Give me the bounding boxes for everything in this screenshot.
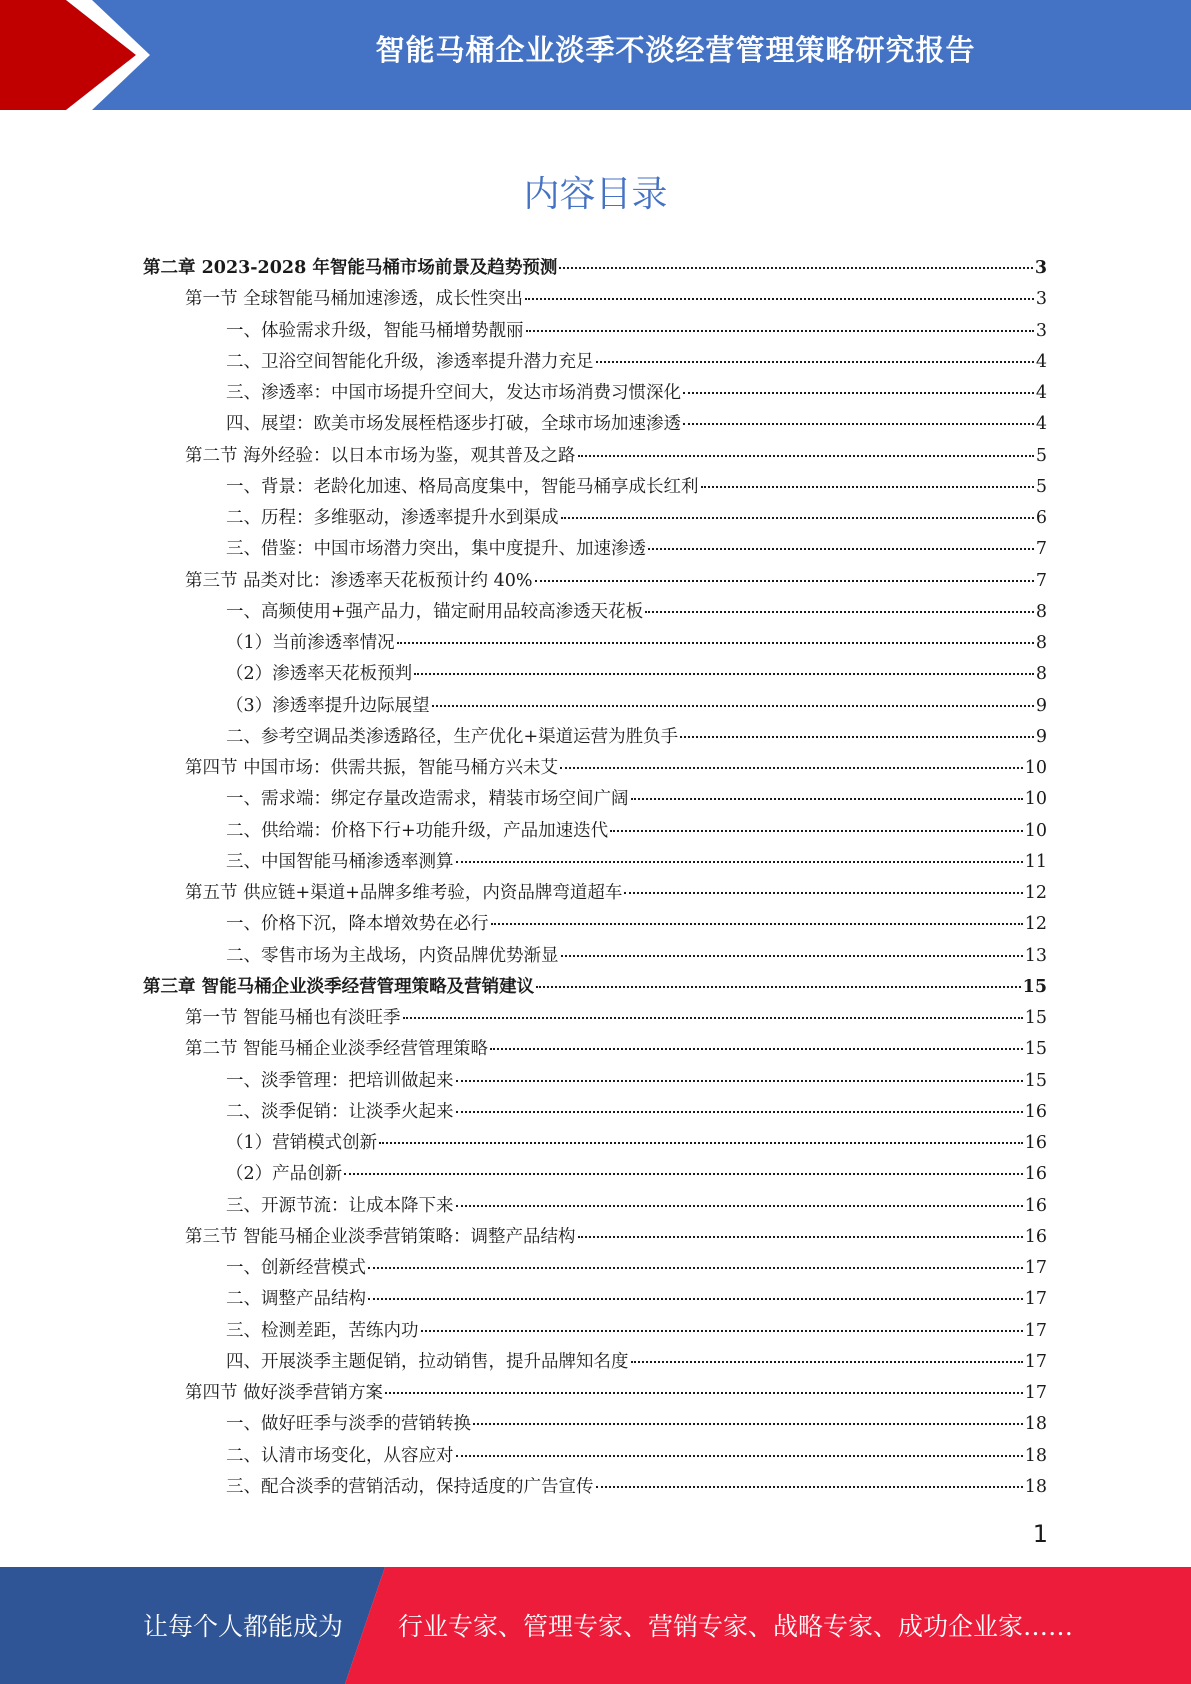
toc-entry-page: 17 xyxy=(1024,1258,1047,1278)
toc-entry-label: 二、供给端：价格下行+功能升级，产品加速迭代 xyxy=(226,820,609,841)
page-header xyxy=(0,0,1191,110)
toc-entry-page: 12 xyxy=(1024,883,1047,903)
toc-dot-leader xyxy=(368,1266,1023,1269)
toc-entry-label: 三、开源节流：让成本降下来 xyxy=(226,1195,454,1216)
toc-entry-page: 18 xyxy=(1024,1445,1047,1466)
toc-entry[interactable] xyxy=(143,441,1047,472)
toc-entry-page: 8 xyxy=(1035,601,1047,622)
toc-entry[interactable] xyxy=(143,784,1047,815)
toc-entry[interactable] xyxy=(143,722,1047,753)
toc-entry-page: 5 xyxy=(1035,476,1047,497)
toc-entry-label: 二、参考空调品类渗透路径，生产优化+渠道运营为胜负手 xyxy=(226,726,679,747)
toc-entry-label: 第一节 全球智能马桶加速渗透，成长性突出 xyxy=(185,289,524,310)
toc-entry-label: 二、历程：多维驱动，渗透率提升水到渠成 xyxy=(226,508,559,528)
toc-entry-page: 7 xyxy=(1035,539,1047,560)
toc-entry[interactable] xyxy=(143,1441,1047,1472)
toc-entry[interactable] xyxy=(143,1347,1047,1378)
toc-entry-page: 16 xyxy=(1024,1164,1047,1185)
toc-entry[interactable] xyxy=(143,1128,1047,1159)
page-number: 1 xyxy=(1032,1520,1048,1548)
toc-entry-page: 3 xyxy=(1034,258,1047,278)
toc-entry-label: 第二节 智能马桶企业淡季经营管理策略 xyxy=(185,1039,489,1060)
toc-entry-label: 第四节 做好淡季营销方案 xyxy=(185,1383,384,1403)
toc-dot-leader xyxy=(525,297,1034,300)
toc-entry-page: 8 xyxy=(1035,633,1047,653)
toc-entry-page: 4 xyxy=(1035,351,1047,372)
toc-entry-label: 三、渗透率：中国市场提升空间大，发达市场消费习惯深化 xyxy=(226,383,681,403)
toc-entry[interactable] xyxy=(143,1097,1047,1128)
toc-entry[interactable] xyxy=(143,1191,1047,1222)
footer-slogan-right: 行业专家、管理专家、营销专家、战略专家、成功企业家…… xyxy=(398,1612,1074,1641)
report-title: 智能马桶企业淡季不淡经营管理策略研究报告 xyxy=(375,33,976,67)
toc-entry-page: 3 xyxy=(1035,320,1047,341)
toc-dot-leader xyxy=(560,766,1023,769)
toc-dot-leader xyxy=(648,547,1034,550)
toc-entry-label: 一、淡季管理：把培训做起来 xyxy=(226,1070,454,1091)
toc-entry-page: 10 xyxy=(1024,820,1047,841)
toc-dot-leader xyxy=(631,797,1023,800)
toc-entry[interactable] xyxy=(143,1409,1047,1440)
toc-entry-page: 15 xyxy=(1024,1039,1047,1060)
toc-entry-page: 4 xyxy=(1035,383,1047,403)
toc-entry-page: 10 xyxy=(1024,758,1047,778)
toc-entry-label: （3）渗透率提升边际展望 xyxy=(226,695,430,716)
toc-dot-leader xyxy=(344,1172,1023,1175)
toc-entry-page: 4 xyxy=(1035,414,1047,435)
toc-dot-leader xyxy=(456,1454,1023,1457)
toc-entry-label: 二、零售市场为主战场，内资品牌优势渐显 xyxy=(226,945,559,966)
toc-dot-leader xyxy=(624,891,1022,894)
toc-entry-page: 12 xyxy=(1024,914,1047,935)
toc-dot-leader xyxy=(578,1235,1023,1238)
toc-entry-label: 一、体验需求升级，智能马桶增势靓丽 xyxy=(226,320,524,341)
toc-dot-leader xyxy=(610,829,1023,832)
toc-entry-label: 第三节 品类对比：渗透率天花板预计约 40% xyxy=(185,570,533,591)
toc-entry[interactable] xyxy=(143,1253,1047,1284)
toc-entry-page: 15 xyxy=(1024,1070,1047,1091)
toc-entry[interactable] xyxy=(143,1472,1047,1503)
toc-entry-page: 17 xyxy=(1024,1289,1047,1310)
toc-entry-label: 一、背景：老龄化加速、格局高度集中，智能马桶享成长红利 xyxy=(226,476,699,497)
toc-entry-label: （2）产品创新 xyxy=(226,1164,343,1185)
toc-entry[interactable] xyxy=(143,378,1047,409)
toc-entry[interactable] xyxy=(143,972,1047,1003)
toc-dot-leader xyxy=(645,610,1034,613)
toc-entry-label: 第二章 2023-2028 年智能马桶市场前景及趋势预测 xyxy=(143,258,558,278)
toc-entry[interactable] xyxy=(143,347,1047,378)
toc-entry-page: 16 xyxy=(1024,1101,1047,1122)
toc-entry-page: 16 xyxy=(1024,1133,1047,1153)
toc-entry[interactable] xyxy=(143,753,1047,784)
toc-dot-leader xyxy=(414,672,1034,675)
toc-entry[interactable] xyxy=(143,597,1047,628)
toc-dot-leader xyxy=(397,641,1034,644)
toc-entry-page: 18 xyxy=(1024,1414,1047,1435)
toc-dot-leader xyxy=(456,860,1023,863)
toc-entry-page: 13 xyxy=(1024,945,1047,966)
toc-entry[interactable] xyxy=(143,566,1047,597)
toc-entry-page: 18 xyxy=(1024,1476,1047,1497)
toc-entry-page: 16 xyxy=(1024,1195,1047,1216)
toc-entry-label: 三、借鉴：中国市场潜力突出，集中度提升、加速渗透 xyxy=(226,539,646,560)
toc-dot-leader xyxy=(596,360,1034,363)
toc-dot-leader xyxy=(535,579,1034,582)
toc-entry[interactable] xyxy=(143,878,1047,909)
toc-dot-leader xyxy=(683,422,1034,425)
toc-entry[interactable] xyxy=(143,1159,1047,1190)
toc-entry-label: 二、调整产品结构 xyxy=(226,1289,366,1310)
toc-entry-label: 三、中国智能马桶渗透率测算 xyxy=(226,851,454,872)
toc-entry-page: 3 xyxy=(1035,289,1047,310)
toc-dot-leader xyxy=(456,1204,1023,1207)
toc-dot-leader xyxy=(683,391,1034,394)
footer-slogan-left: 让每个人都能成为 xyxy=(143,1612,344,1641)
toc-entry[interactable] xyxy=(143,847,1047,878)
toc-entry-page: 17 xyxy=(1024,1320,1047,1341)
toc-entry-page: 6 xyxy=(1035,508,1047,528)
toc-entry-label: （1）营销模式创新 xyxy=(226,1133,378,1153)
toc-dot-leader xyxy=(403,1016,1023,1019)
toc-entry[interactable] xyxy=(143,628,1047,659)
toc-entry-page: 17 xyxy=(1024,1383,1047,1403)
toc-entry-label: 二、淡季促销：让淡季火起来 xyxy=(226,1101,454,1122)
toc-entry-label: 第五节 供应链+渠道+品牌多维考验，内资品牌弯道超车 xyxy=(185,883,623,903)
toc-entry-label: 第一节 智能马桶也有淡旺季 xyxy=(185,1008,401,1028)
toc-entry[interactable] xyxy=(143,472,1047,503)
table-of-contents xyxy=(143,253,1047,1503)
toc-entry[interactable] xyxy=(143,1034,1047,1065)
toc-entry[interactable] xyxy=(143,284,1047,315)
toc-entry-label: 三、检测差距，苦练内功 xyxy=(226,1320,419,1341)
page-footer xyxy=(0,1567,1191,1684)
toc-entry-label: 二、卫浴空间智能化升级，渗透率提升潜力充足 xyxy=(226,351,594,372)
toc-entry[interactable] xyxy=(143,503,1047,534)
toc-dot-leader xyxy=(368,1297,1023,1300)
toc-entry-label: 第四节 中国市场：供需共振，智能马桶方兴未艾 xyxy=(185,758,559,778)
toc-entry-page: 15 xyxy=(1024,1008,1047,1028)
toc-entry-label: 一、创新经营模式 xyxy=(226,1258,366,1278)
toc-entry-page: 15 xyxy=(1022,976,1047,997)
toc-entry[interactable] xyxy=(143,691,1047,722)
toc-dot-leader xyxy=(473,1422,1023,1425)
toc-entry[interactable] xyxy=(143,816,1047,847)
toc-entry[interactable] xyxy=(143,1284,1047,1315)
toc-entry-label: 四、开展淡季主题促销，拉动销售，提升品牌知名度 xyxy=(226,1351,629,1372)
toc-entry-page: 17 xyxy=(1024,1351,1047,1372)
toc-entry[interactable] xyxy=(143,909,1047,940)
toc-entry-label: 第二节 海外经验：以日本市场为鉴，观其普及之路 xyxy=(185,445,576,466)
toc-entry-page: 9 xyxy=(1035,726,1047,747)
toc-dot-leader xyxy=(578,454,1034,457)
toc-entry-page: 5 xyxy=(1035,445,1047,466)
toc-entry-label: 第三节 智能马桶企业淡季营销策略：调整产品结构 xyxy=(185,1226,576,1247)
toc-dot-leader xyxy=(561,954,1023,957)
toc-entry[interactable] xyxy=(143,409,1047,440)
toc-dot-leader xyxy=(491,922,1023,925)
toc-dot-leader xyxy=(456,1079,1023,1082)
toc-entry-label: 一、做好旺季与淡季的营销转换 xyxy=(226,1414,471,1435)
toc-dot-leader xyxy=(631,1360,1023,1363)
toc-heading: 内容目录 xyxy=(523,174,668,215)
toc-entry-label: 第三章 智能马桶企业淡季经营管理策略及营销建议 xyxy=(143,976,535,997)
toc-dot-leader xyxy=(526,329,1034,332)
toc-entry-label: （2）渗透率天花板预判 xyxy=(226,664,413,685)
toc-entry[interactable] xyxy=(143,659,1047,690)
toc-entry[interactable] xyxy=(143,941,1047,972)
toc-entry[interactable] xyxy=(143,1378,1047,1409)
toc-entry-label: 四、展望：欧美市场发展桎梏逐步打破，全球市场加速渗透 xyxy=(226,414,681,435)
toc-entry-label: （1）当前渗透率情况 xyxy=(226,633,395,653)
toc-entry-page: 8 xyxy=(1035,664,1047,685)
toc-dot-leader xyxy=(536,985,1021,988)
toc-entry-label: 二、认清市场变化，从容应对 xyxy=(226,1445,454,1466)
toc-dot-leader xyxy=(385,1391,1023,1394)
toc-dot-leader xyxy=(680,735,1034,738)
toc-entry-page: 10 xyxy=(1024,789,1047,810)
toc-entry[interactable] xyxy=(143,316,1047,347)
toc-dot-leader xyxy=(559,266,1032,269)
toc-dot-leader xyxy=(596,1485,1023,1488)
toc-entry-label: 三、配合淡季的营销活动，保持适度的广告宣传 xyxy=(226,1476,594,1497)
toc-entry-page: 11 xyxy=(1024,851,1047,872)
toc-dot-leader xyxy=(456,1110,1023,1113)
toc-entry-label: 一、需求端：绑定存量改造需求，精装市场空间广阔 xyxy=(226,789,629,810)
toc-dot-leader xyxy=(432,704,1034,707)
toc-entry[interactable] xyxy=(143,1003,1047,1034)
toc-entry[interactable] xyxy=(143,534,1047,565)
toc-entry-page: 16 xyxy=(1024,1226,1047,1247)
toc-dot-leader xyxy=(421,1329,1023,1332)
toc-dot-leader xyxy=(490,1047,1023,1050)
toc-entry-label: 一、高频使用+强产品力，锚定耐用品较高渗透天花板 xyxy=(226,601,644,622)
toc-entry[interactable] xyxy=(143,1316,1047,1347)
toc-entry-page: 7 xyxy=(1035,570,1047,591)
toc-entry[interactable] xyxy=(143,253,1047,284)
toc-dot-leader xyxy=(701,485,1034,488)
toc-dot-leader xyxy=(561,516,1034,519)
toc-entry-label: 一、价格下沉，降本增效势在必行 xyxy=(226,914,489,935)
toc-entry[interactable] xyxy=(143,1066,1047,1097)
toc-entry-page: 9 xyxy=(1035,695,1047,716)
toc-dot-leader xyxy=(379,1141,1023,1144)
toc-entry[interactable] xyxy=(143,1222,1047,1253)
